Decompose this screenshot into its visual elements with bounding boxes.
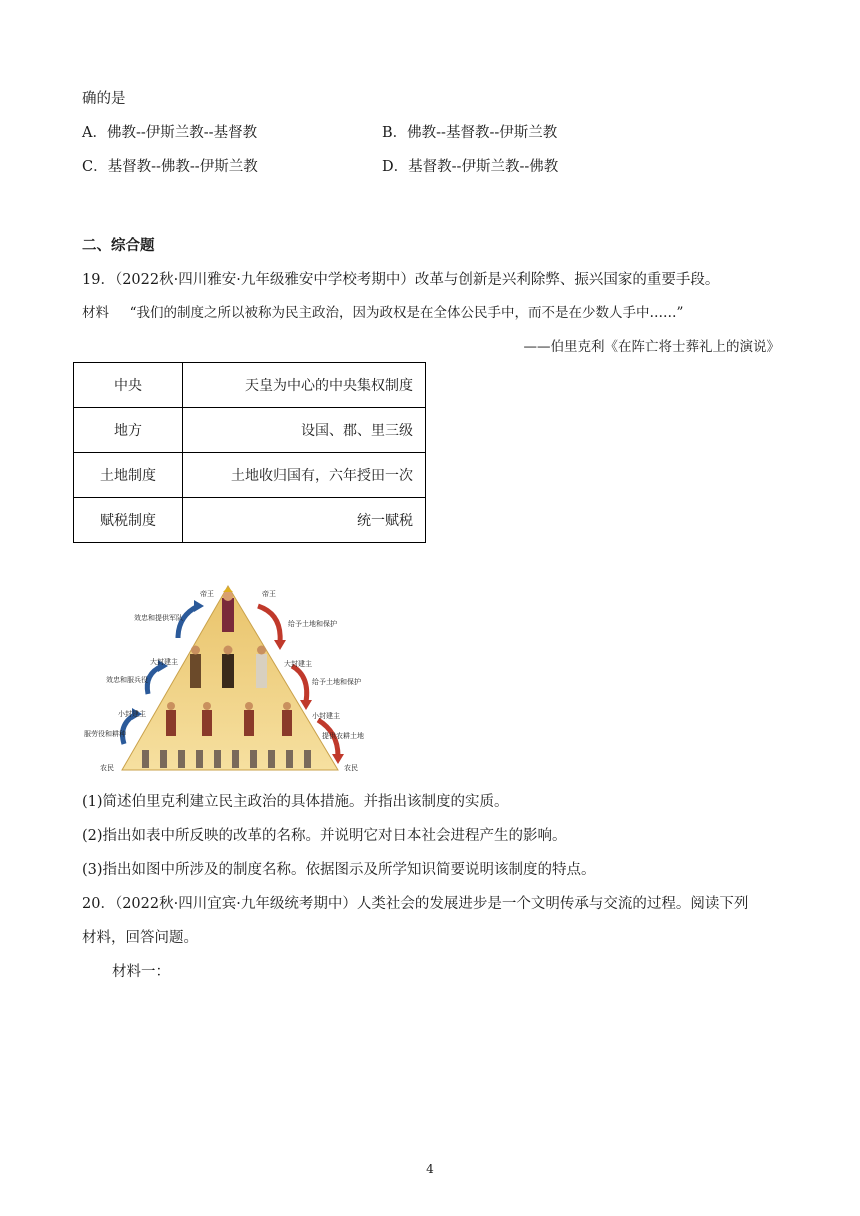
duty-label-right-top: 给予土地和保护 [288,620,337,628]
page-number: 4 [426,1162,434,1176]
table-value: 统一赋税 [183,498,426,543]
material-source: ——伯里克利《在阵亡将士葬礼上的演说》 [523,339,780,355]
table-row [74,453,426,498]
duty-label-left-middle: 效忠和服兵役 [106,676,148,684]
q19-stem: 19．（2022秋·四川雅安·九年级雅安中学校考期中）改革与创新是兴利除弊、振兴国家的重要手段。 [82,272,720,288]
duty-label-right-middle: 给予土地和保护 [312,678,361,686]
q18-option-a: A．佛教--伊斯兰教--基督教 [82,125,258,141]
feudal-pyramid-figure [82,584,372,778]
table-key: 土地制度 [74,453,183,498]
table-value: 天皇为中心的中央集权制度 [183,363,426,408]
tier-label-great-lord-left: 大封建主 [150,658,178,666]
section-title: 二、综合题 [82,238,155,254]
q19-question-1: (1)简述伯里克利建立民主政治的具体措施。并指出该制度的实质。 [82,794,509,810]
tier-label-king-right: 帝王 [262,590,276,598]
table-row [74,363,426,408]
material-label: 材料 [82,305,109,321]
q19-material [82,303,683,323]
q18-option-c: C．基督教--佛教--伊斯兰教 [82,159,258,175]
table-value: 设国、郡、里三级 [183,408,426,453]
tier-label-king-left: 帝王 [200,590,214,598]
tier-label-peasant-left: 农民 [100,764,114,772]
table-value: 土地收归国有，六年授田一次 [183,453,426,498]
table-key: 赋税制度 [74,498,183,543]
q19-question-2: (2)指出如表中所反映的改革的名称。并说明它对日本社会进程产生的影响。 [82,828,567,844]
table-row [74,408,426,453]
tier-label-small-lord-right: 小封建主 [312,712,340,720]
table-key: 中央 [74,363,183,408]
table-key: 地方 [74,408,183,453]
duty-label-left-top: 效忠和提供军队 [134,614,183,622]
right-arrow-top [258,606,280,642]
q20-stem-line1: 20．（2022秋·四川宜宾·九年级统考期中）人类社会的发展进步是一个文明传承与交流的过程。阅读下列 [82,896,749,912]
q18-stem-tail: 确的是 [82,91,126,107]
q20-material-one: 材料一： [112,964,170,980]
tier-label-small-lord-left: 小封建主 [118,710,146,718]
duty-label-left-bottom: 服劳役和耕种 [84,730,126,738]
duty-label-right-bottom: 提供农耕土地 [322,732,364,740]
material-quote: “我们的制度之所以被称为民主政治，因为政权是在全体公民手中，而不是在少数人手中……” [129,305,684,321]
q18-option-d: D．基督教--伊斯兰教--佛教 [382,159,559,175]
reform-table [73,362,426,543]
q19-question-3: (3)指出如图中所涉及的制度名称。依据图示及所学知识简要说明该制度的特点。 [82,862,596,878]
table-row [74,498,426,543]
q18-option-b: B．佛教--基督教--伊斯兰教 [382,125,558,141]
q20-stem-line2: 材料，回答问题。 [82,930,198,946]
tier-label-peasant-right: 农民 [344,764,358,772]
tier-label-great-lord-right: 大封建主 [284,660,312,668]
king-figure [222,587,234,632]
